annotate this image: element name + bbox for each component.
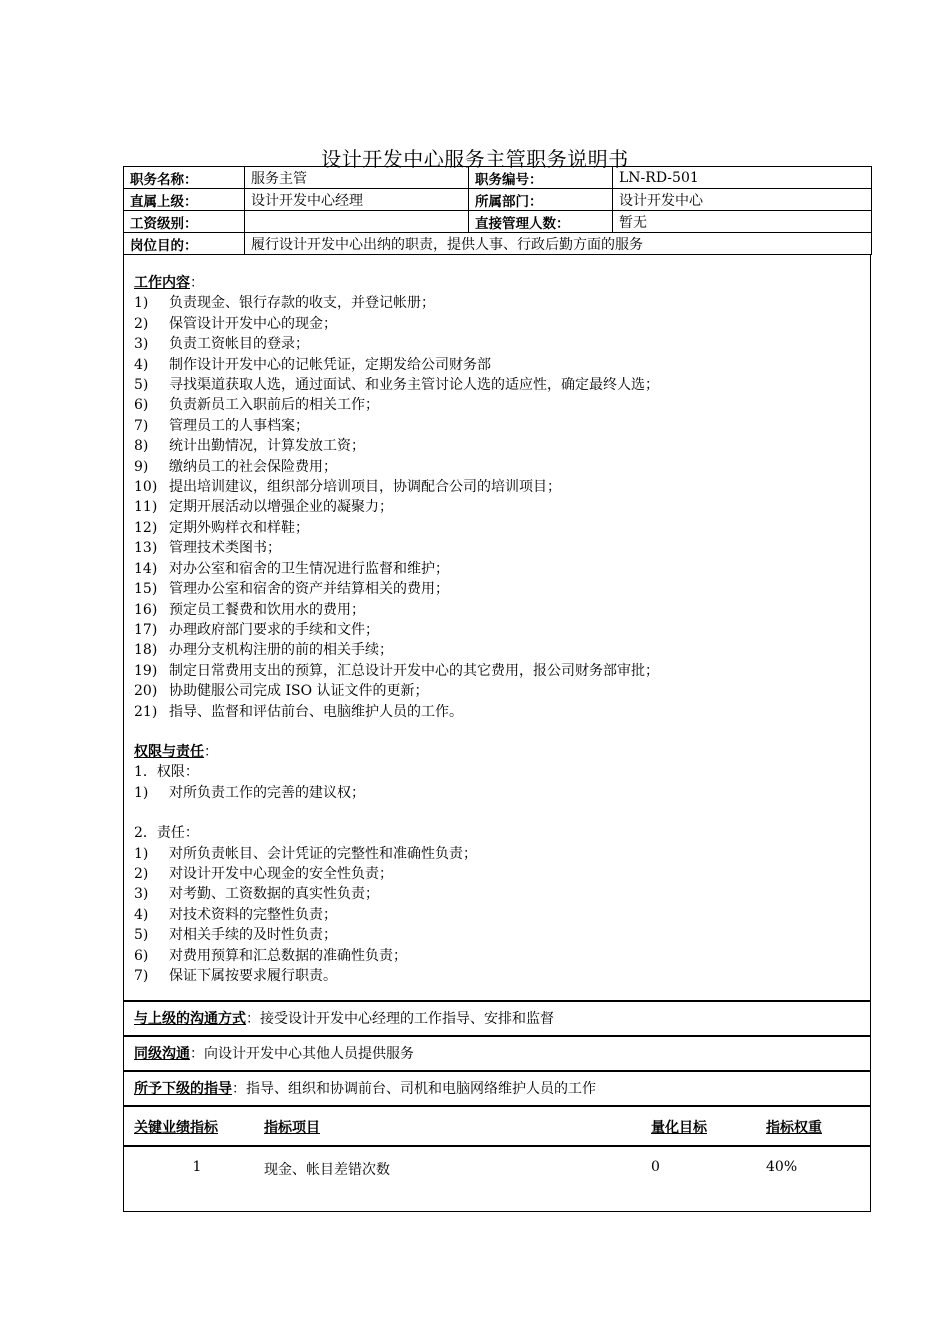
power-item-number: 1) [134, 784, 149, 801]
dept-label: 所属部门： [469, 189, 613, 211]
comm-down-section [124, 1072, 870, 1107]
duty-item-number: 11) [134, 499, 158, 516]
duty-item-number: 12) [134, 519, 158, 536]
header-row-4 [124, 233, 872, 255]
comm-up-section [124, 1002, 870, 1037]
kpi-header-target: 量化目标 [651, 1120, 707, 1137]
duty-item-number: 4) [134, 356, 149, 373]
responsibility-item-text: 对设计开发中心现金的安全性负责； [169, 865, 393, 882]
responsibility-item-text: 对考勤、工资数据的真实性负责； [169, 886, 379, 903]
comm-up-text: ：接受设计开发中心经理的工作指导、安排和监督 [246, 1011, 554, 1028]
header-row-2 [124, 189, 872, 211]
duty-item-text: 统计出勤情况，计算发放工资； [169, 438, 365, 455]
form-body [123, 255, 871, 1212]
responsibility-title: 2．责任： [134, 825, 199, 842]
duty-item [134, 600, 860, 620]
duty-item [134, 334, 860, 354]
duty-item [134, 579, 860, 599]
job-name-label: 职务名称： [124, 167, 245, 189]
duty-item-text: 办理分支机构注册的前的相关手续； [169, 642, 393, 659]
duty-item [134, 518, 860, 538]
power-title: 1．权限： [134, 764, 199, 781]
duty-item [134, 293, 860, 313]
duties-heading: 工作内容 [134, 275, 190, 291]
duty-item-number: 13) [134, 540, 158, 557]
duty-item-text: 定期外购样衣和样鞋； [169, 519, 309, 536]
grade-label: 工资级别： [124, 211, 245, 233]
duty-item-text: 指导、监督和评估前台、电脑维护人员的工作。 [169, 703, 463, 720]
comm-peer-text: ：向设计开发中心其他人员提供服务 [190, 1046, 414, 1063]
kpi-row-no: 1 [192, 1159, 202, 1176]
duty-item-text: 负责现金、银行存款的收支，并登记帐册； [169, 295, 435, 312]
power-item [134, 783, 860, 803]
job-description-form [123, 166, 871, 1212]
kpi-row-target: 0 [651, 1159, 660, 1176]
duty-item [134, 538, 860, 558]
duty-item-number: 14) [134, 560, 158, 577]
duty-item-text: 缴纳员工的社会保险费用； [169, 458, 337, 475]
responsibility-item-number: 7) [134, 968, 149, 984]
managed-count-value: 暂无 [613, 211, 872, 233]
duty-item-number: 9) [134, 458, 149, 475]
duty-item [134, 702, 860, 722]
duty-item [134, 681, 860, 701]
duty-item-text: 管理技术类图书； [169, 540, 281, 557]
kpi-row [124, 1147, 870, 1189]
duty-item-number: 10) [134, 479, 158, 496]
duty-item-number: 3) [134, 336, 149, 353]
comm-up-label: 与上级的沟通方式 [134, 1011, 246, 1028]
duty-item-text: 管理员工的人事档案； [169, 417, 309, 434]
header-row-3 [124, 211, 872, 233]
duty-item [134, 661, 860, 681]
kpi-header-indicator: 关键业绩指标 [134, 1120, 218, 1137]
responsibility-item-number: 4) [134, 906, 149, 923]
purpose-value: 履行设计开发中心出纳的职责，提供人事、行政后勤方面的服务 [245, 233, 872, 255]
responsibility-list [134, 844, 860, 987]
duty-item-number: 1) [134, 295, 149, 312]
kpi-header-item: 指标项目 [264, 1120, 320, 1137]
duty-item-number: 15) [134, 581, 158, 598]
duty-item-number: 8) [134, 438, 149, 455]
duty-item-number: 5) [134, 377, 149, 394]
kpi-header-weight: 指标权重 [766, 1120, 822, 1137]
duty-item [134, 355, 860, 375]
responsibility-item-text: 对相关手续的及时性负责； [169, 927, 337, 944]
authority-heading-colon: ： [204, 743, 218, 760]
duties-list [134, 293, 860, 722]
duty-item-number: 18) [134, 642, 158, 659]
duty-item-number: 6) [134, 397, 149, 414]
responsibility-item-number: 1) [134, 845, 149, 862]
duty-item-text: 办理政府部门要求的手续和文件； [169, 621, 379, 638]
superior-label: 直属上级： [124, 189, 245, 211]
kpi-header-row [124, 1107, 870, 1147]
comm-down-label: 所予下级的指导 [134, 1081, 232, 1098]
duty-item [134, 620, 860, 640]
duty-item-number: 20) [134, 683, 158, 700]
responsibility-item-text: 保证下属按要求履行职责。 [169, 968, 337, 984]
duty-item [134, 497, 860, 517]
responsibility-item-number: 2) [134, 865, 149, 882]
responsibility-item-text: 对技术资料的完整性负责； [169, 906, 337, 923]
responsibility-item [134, 946, 860, 966]
responsibility-item-number: 3) [134, 886, 149, 903]
duty-item-number: 2) [134, 315, 149, 332]
duty-item-text: 对办公室和宿舍的卫生情况进行监督和维护； [169, 560, 449, 577]
managed-count-label: 直接管理人数： [469, 211, 613, 233]
duty-item-number: 7) [134, 417, 149, 434]
duty-item [134, 395, 860, 415]
responsibility-item [134, 844, 860, 864]
header-row-1 [124, 167, 872, 189]
duty-item-text: 制定日常费用支出的预算，汇总设计开发中心的其它费用，报公司财务部审批； [169, 662, 659, 679]
duty-item-text: 寻找渠道获取人选，通过面试、和业务主管讨论人选的适应性，确定最终人选； [169, 377, 659, 394]
duty-item-text: 协助健服公司完成 ISO 认证文件的更新； [169, 683, 429, 700]
duty-item-text: 制作设计开发中心的记帐凭证，定期发给公司财务部 [169, 356, 491, 373]
duty-item [134, 640, 860, 660]
comm-peer-section [124, 1037, 870, 1072]
responsibility-item-text: 对费用预算和汇总数据的准确性负责； [169, 947, 407, 964]
kpi-row-weight: 40% [766, 1159, 798, 1176]
duty-item-text: 负责工资帐目的登录； [169, 336, 309, 353]
responsibility-item-number: 5) [134, 927, 149, 944]
duty-item [134, 314, 860, 334]
grade-value [245, 211, 469, 233]
duty-item [134, 477, 860, 497]
responsibility-item [134, 966, 860, 986]
responsibility-item [134, 905, 860, 925]
duty-item-number: 19) [134, 662, 158, 679]
duty-item-text: 定期开展活动以增强企业的凝聚力； [169, 499, 393, 516]
job-code-value: LN-RD-501 [613, 167, 872, 189]
duty-item-number: 16) [134, 601, 158, 618]
duty-item-text: 提出培训建议，组织部分培训项目，协调配合公司的培训项目； [169, 479, 561, 496]
duty-item-text: 预定员工餐费和饮用水的费用； [169, 601, 365, 618]
duty-item [134, 416, 860, 436]
authority-heading: 权限与责任 [134, 743, 204, 760]
responsibility-item-text: 对所负责帐目、会计凭证的完整性和准确性负责； [169, 845, 477, 862]
responsibility-item [134, 864, 860, 884]
dept-value: 设计开发中心 [613, 189, 872, 211]
header-table [123, 166, 872, 255]
responsibility-item [134, 884, 860, 904]
duty-item [134, 436, 860, 456]
power-item-text: 对所负责工作的完善的建议权； [169, 784, 365, 801]
duty-item-number: 21) [134, 703, 158, 720]
kpi-row-item: 现金、帐目差错次数 [264, 1162, 390, 1179]
duty-item-text: 负责新员工入职前后的相关工作； [169, 397, 379, 414]
duty-item [134, 559, 860, 579]
duties-section [124, 255, 870, 1002]
purpose-label: 岗位目的： [124, 233, 245, 255]
job-name-value: 服务主管 [245, 167, 469, 189]
duty-item-number: 17) [134, 621, 158, 638]
power-list [134, 783, 860, 803]
job-code-label: 职务编号： [469, 167, 613, 189]
responsibility-item-number: 6) [134, 947, 149, 964]
comm-peer-label: 同级沟通 [134, 1046, 190, 1063]
superior-value: 设计开发中心经理 [245, 189, 469, 211]
page-title: 设计开发中心服务主管职务说明书 [321, 147, 629, 171]
duty-item-text: 管理办公室和宿舍的资产并结算相关的费用； [169, 581, 449, 598]
duty-item [134, 457, 860, 477]
duties-heading-colon: ： [190, 275, 204, 291]
comm-down-text: ：指导、组织和协调前台、司机和电脑网络维护人员的工作 [232, 1081, 596, 1098]
duty-item [134, 375, 860, 395]
duty-item-text: 保管设计开发中心的现金； [169, 315, 337, 332]
responsibility-item [134, 925, 860, 945]
